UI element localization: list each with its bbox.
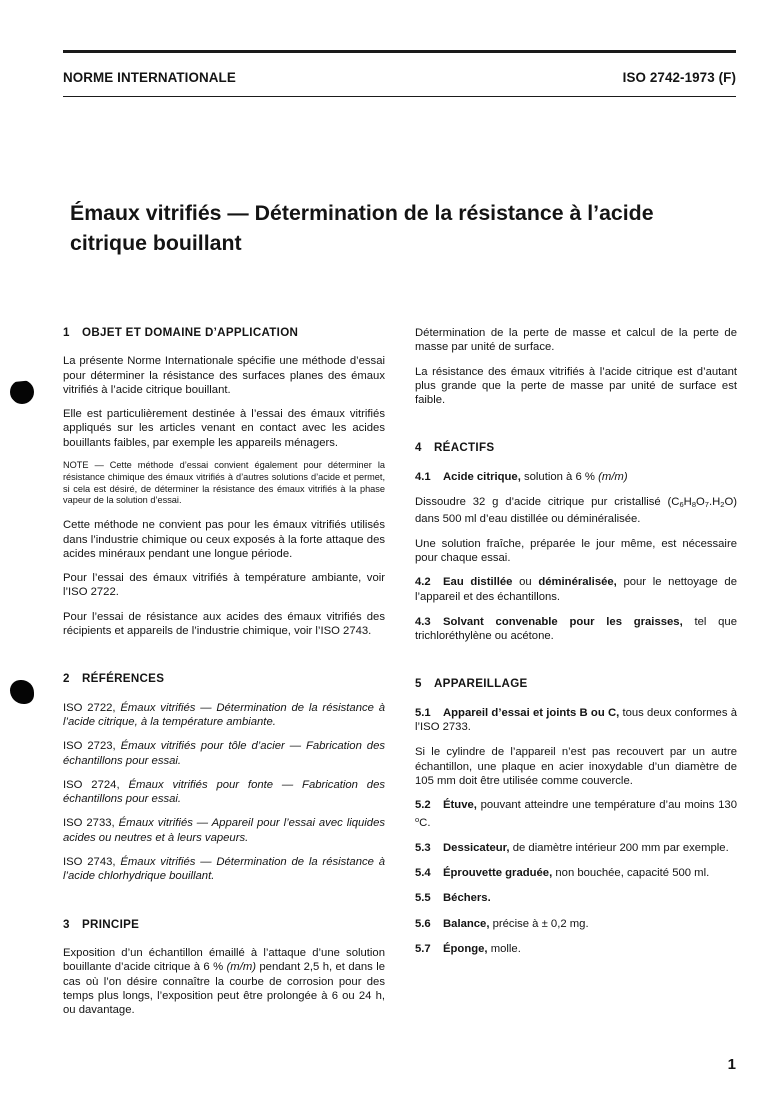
section-4-heading: 4 RÉACTIFS (415, 441, 495, 455)
paragraph: Pour l’essai de résistance aux acides des émaux vitrifiés des récipients et appareils de l’industrie chimique, voir l’ISO 2743. (63, 610, 385, 638)
note: NOTE — Cette méthode d’essai convient également pour déterminer la résistance chimique des émaux vitrifiés à d’autres solutions d’acide et permet, si cela est désiré, de déterminer la résistance des émaux vitrifiés à la phase vapeur de la solution d’essai. (63, 460, 385, 506)
item-4-1: 4.1 Acide citrique, solution à 6 % (m/m) (415, 470, 628, 483)
punch-hole-mark (10, 380, 34, 404)
item-5-6: 5.6 Balance, précise à ± 0,2 mg. (415, 917, 589, 930)
top-rule (63, 50, 736, 53)
item-4-2: 4.2 Eau distillée ou déminéralisée, pour le nettoyage de l’appareil et des échantillons. (415, 576, 737, 603)
section-1-heading: 1 OBJET ET DOMAINE D’APPLICATION (63, 326, 299, 339)
item-5-7: 5.7 Éponge, molle. (415, 943, 521, 956)
paragraph: La présente Norme Internationale spécifie une méthode d’essai pour déterminer la résistance des surfaces planes des émaux vitrifiés à l’acide citrique bouillant. (63, 355, 385, 396)
header-standard-type: NORME INTERNATIONALE (63, 70, 236, 85)
item-5-5: 5.5 Béchers. (415, 892, 491, 905)
item-5-3: 5.3 Dessicateur, de diamètre intérieur 200 mm par exemple. (415, 841, 729, 854)
reference-item: ISO 2723, Émaux vitrifiés pour tôle d’acier — Fabrication des échantillons pour essai. (63, 740, 386, 767)
document-title (70, 198, 720, 258)
paragraph: Pour l’essai des émaux vitrifiés à température ambiante, voir l’ISO 2722. (63, 572, 385, 599)
section-2-heading: 2 RÉFÉRENCES (63, 672, 165, 686)
paragraph: Une solution fraîche, préparée le jour même, est nécessaire pour chaque essai. (415, 537, 737, 564)
right-column (415, 326, 737, 967)
paragraph: La résistance des émaux vitrifiés à l’acide citrique est d’autant plus grande que la perte de masse par unité de surface est faible. (415, 365, 737, 407)
paragraph: Détermination de la perte de masse et calcul de la perte de masse par unité de surface. (415, 327, 737, 354)
reference-item: ISO 2743, Émaux vitrifiés — Détermination de la résistance à l’acide chlorhydrique bouillant. (63, 856, 386, 883)
title-line-1: Émaux vitrifiés — Détermination de la résistance à l’acide (70, 201, 654, 225)
paragraph: Cette méthode ne convient pas pour les émaux vitrifiés utilisés dans l’industrie chimique ou ceux exposés à la forte attaque des acides minéraux pendant une longue période. (63, 519, 385, 560)
item-5-2: 5.2 Étuve, pouvant atteindre une température d’au moins 130 $^o$C. (415, 799, 737, 829)
item-4-3: 4.3 Solvant convenable pour les graisses, tel que trichloréthylène ou acétone. (415, 615, 737, 643)
page-number: 1 (727, 1056, 736, 1073)
paragraph: Si le cylindre de l’appareil n’est pas recouvert par un autre échantillon, une plaque en acier inoxydable d’un diamètre de 105 mm doit être utilisée comme couvercle. (415, 746, 737, 787)
header-rule (63, 96, 736, 97)
reference-item: ISO 2733, Émaux vitrifiés — Appareil pour l’essai avec liquides acides ou neutres et à leurs vapeurs. (63, 817, 386, 844)
reference-item: ISO 2722, Émaux vitrifiés — Détermination de la résistance à l’acide citrique, à la température ambiante. (63, 701, 386, 728)
reference-item: ISO 2724, Émaux vitrifiés pour fonte — Fabrication des échantillons pour essai. (63, 778, 386, 806)
title-line-2: citrique bouillant (70, 231, 242, 255)
paragraph: Dissoudre 32 g d’acide citrique pur cristallisé $(C_6H_8O_7.H_2O)$ dans 500 ml d’eau distillée ou déminéralisée. (415, 496, 737, 526)
paragraph: Exposition d’un échantillon émaillé à l’attaque d’une solution bouillante d’acide citrique à 6 % (m/m) pendant 2,5 h, et dans le cas où l’on désire connaître la courbe de corrosion pour des temps plus longs, l’exposition peut être prolongée à 6 ou 24 h, ou davantage. (63, 946, 385, 1017)
section-5-heading: 5 APPAREILLAGE (415, 677, 528, 691)
header-standard-number: ISO 2742-1973 (F) (622, 70, 736, 85)
punch-hole-mark (10, 680, 34, 704)
item-5-4: 5.4 Éprouvette graduée, non bouchée, capacité 500 ml. (415, 867, 710, 880)
section-3-heading: 3 PRINCIPE (63, 917, 140, 931)
paragraph: Elle est particulièrement destinée à l’essai des émaux vitrifiés appliqués sur les articles venant en contact avec les acides bouillants faibles, par exemple les appareils ménagers. (63, 408, 385, 449)
item-5-1: 5.1 Appareil d’essai et joints B ou C, tous deux conformes à l’ISO 2733. (415, 706, 737, 734)
left-column (63, 326, 385, 1027)
